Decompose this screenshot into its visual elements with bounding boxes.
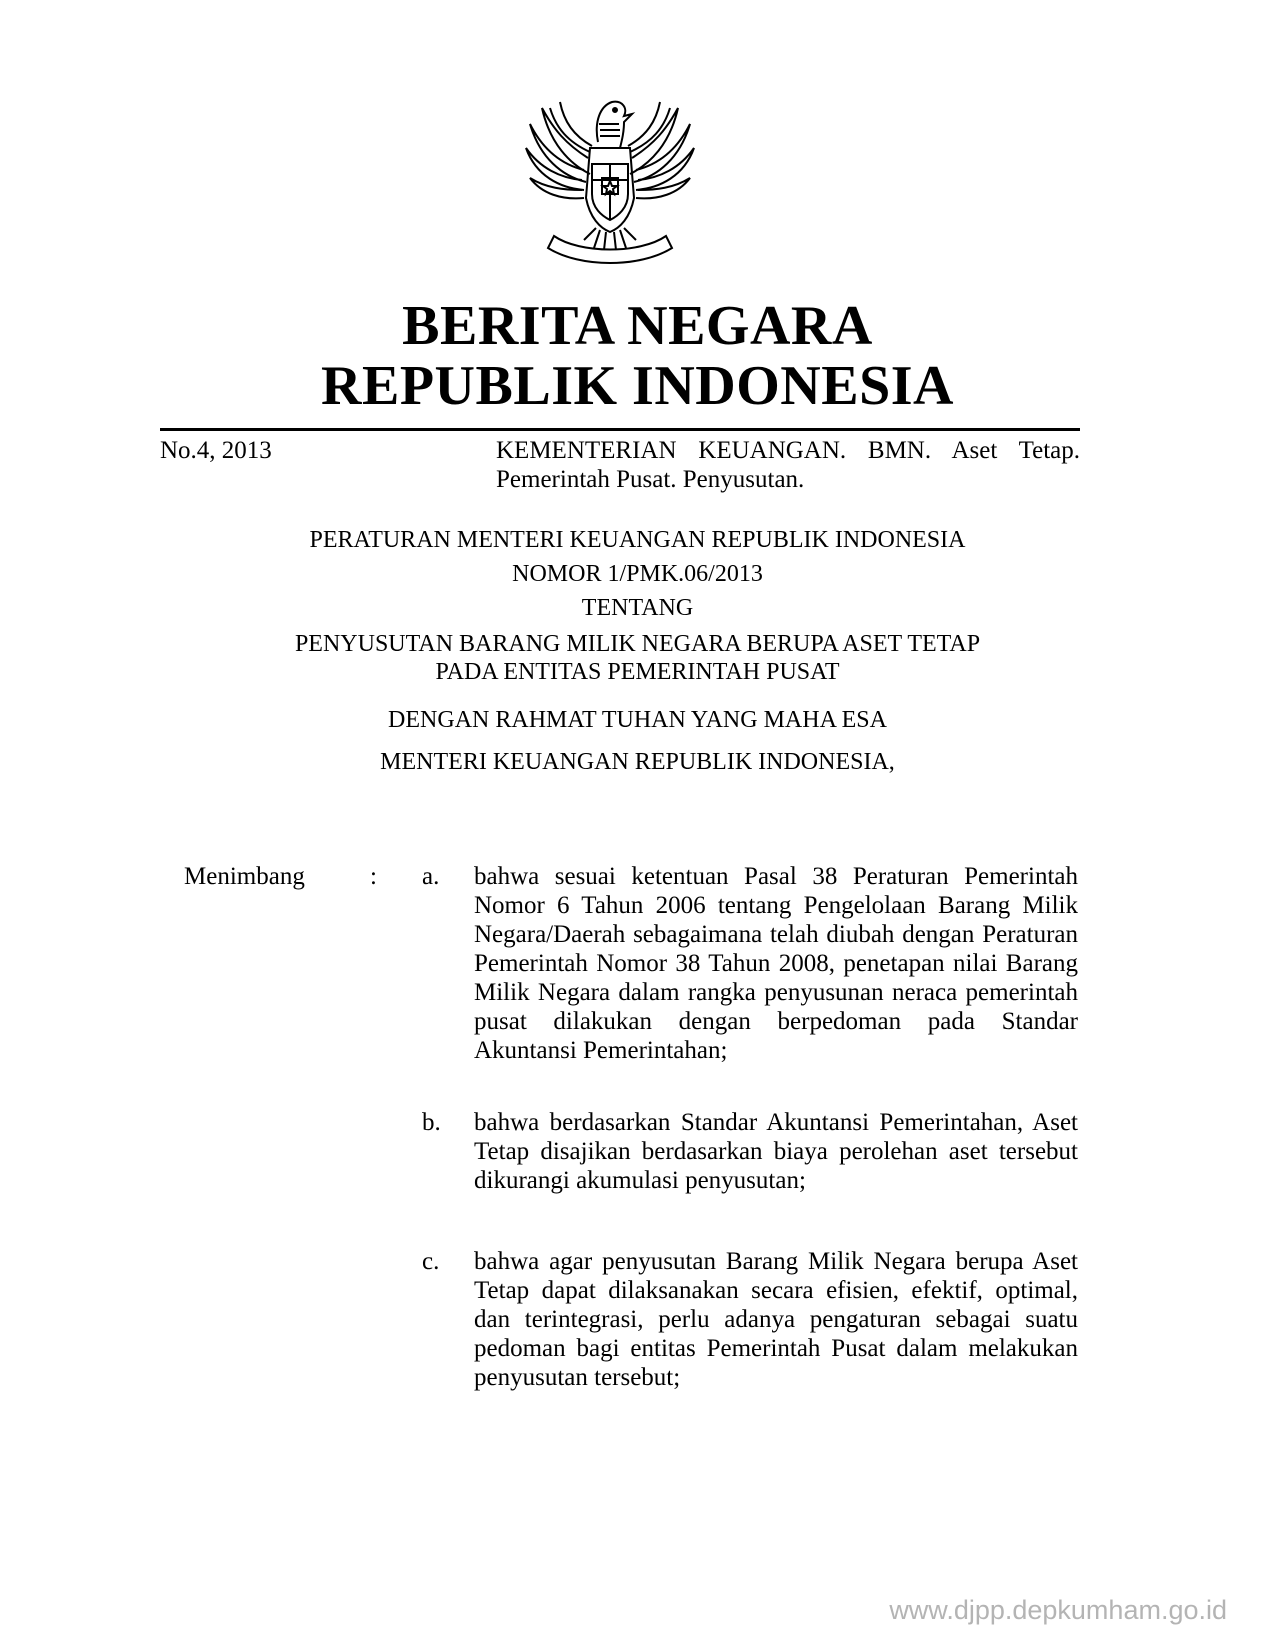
regulation-title: PERATURAN MENTERI KEUANGAN REPUBLIK INDONESIA (309, 527, 966, 553)
regulation-subject-line2: PADA ENTITAS PEMERINTAH PUSAT (435, 659, 840, 685)
consideration-marker-b: b. (422, 1109, 441, 1136)
regulation-subject-line1: PENYUSUTAN BARANG MILIK NEGARA BERUPA ASET TETAP (294, 631, 981, 657)
gazette-subject (496, 436, 1080, 494)
preamble-blessing: DENGAN RAHMAT TUHAN YANG MAHA ESA (388, 707, 887, 733)
consideration-text-c: bahwa agar penyusutan Barang Milik Negara berupa Aset Tetap dapat dilaksanakan secara efisien, efektif, optimal, dan terintegrasi, perlu adanya pengaturan sebagai suatu pedoman bagi entitas Pemerintah Pusat dalam melakukan penyusutan tersebut; (474, 1248, 1078, 1391)
consideration-marker-c: c. (422, 1248, 440, 1275)
gazette-subject-line2: Pemerintah Pusat. Penyusutan. (496, 466, 805, 493)
header-divider (160, 428, 1080, 431)
considerations-colon: : (370, 863, 377, 890)
source-watermark: www.djpp.depkumham.go.id (889, 1595, 1227, 1625)
regulation-number: NOMOR 1/PMK.06/2013 (512, 561, 763, 587)
gazette-subject-line1: KEMENTERIAN KEUANGAN. BMN. Aset Tetap. (496, 437, 1080, 464)
regulation-about: TENTANG (581, 595, 694, 621)
consideration-text-a: bahwa sesuai ketentuan Pasal 38 Peraturan Pemerintah Nomor 6 Tahun 2006 tentang Pengelolaan Barang Milik Negara/Daerah sebagaimana telah diubah dengan Peraturan Pemerintah Nomor 38 Tahun 2008, penetapan nilai Barang Milik Negara dalam rangka penyusunan neraca pemerintah pusat dilakukan dengan berpedoman pada Standar Akuntansi Pemerintahan; (474, 863, 1078, 1064)
gazette-number: No.4, 2013 (160, 437, 272, 464)
preamble-minister: MENTERI KEUANGAN REPUBLIK INDONESIA, (380, 749, 895, 775)
considerations-label: Menimbang (184, 863, 305, 890)
gazette-title-line2: REPUBLIK INDONESIA (321, 355, 954, 417)
consideration-text-b: bahwa berdasarkan Standar Akuntansi Pemerintahan, Aset Tetap disajikan berdasarkan biaya perolehan aset tersebut dikurangi akumulasi penyusutan; (474, 1109, 1078, 1194)
gazette-title-line1: BERITA NEGARA (402, 295, 873, 357)
consideration-marker-a: a. (422, 863, 440, 890)
garuda-emblem-icon (520, 78, 700, 270)
